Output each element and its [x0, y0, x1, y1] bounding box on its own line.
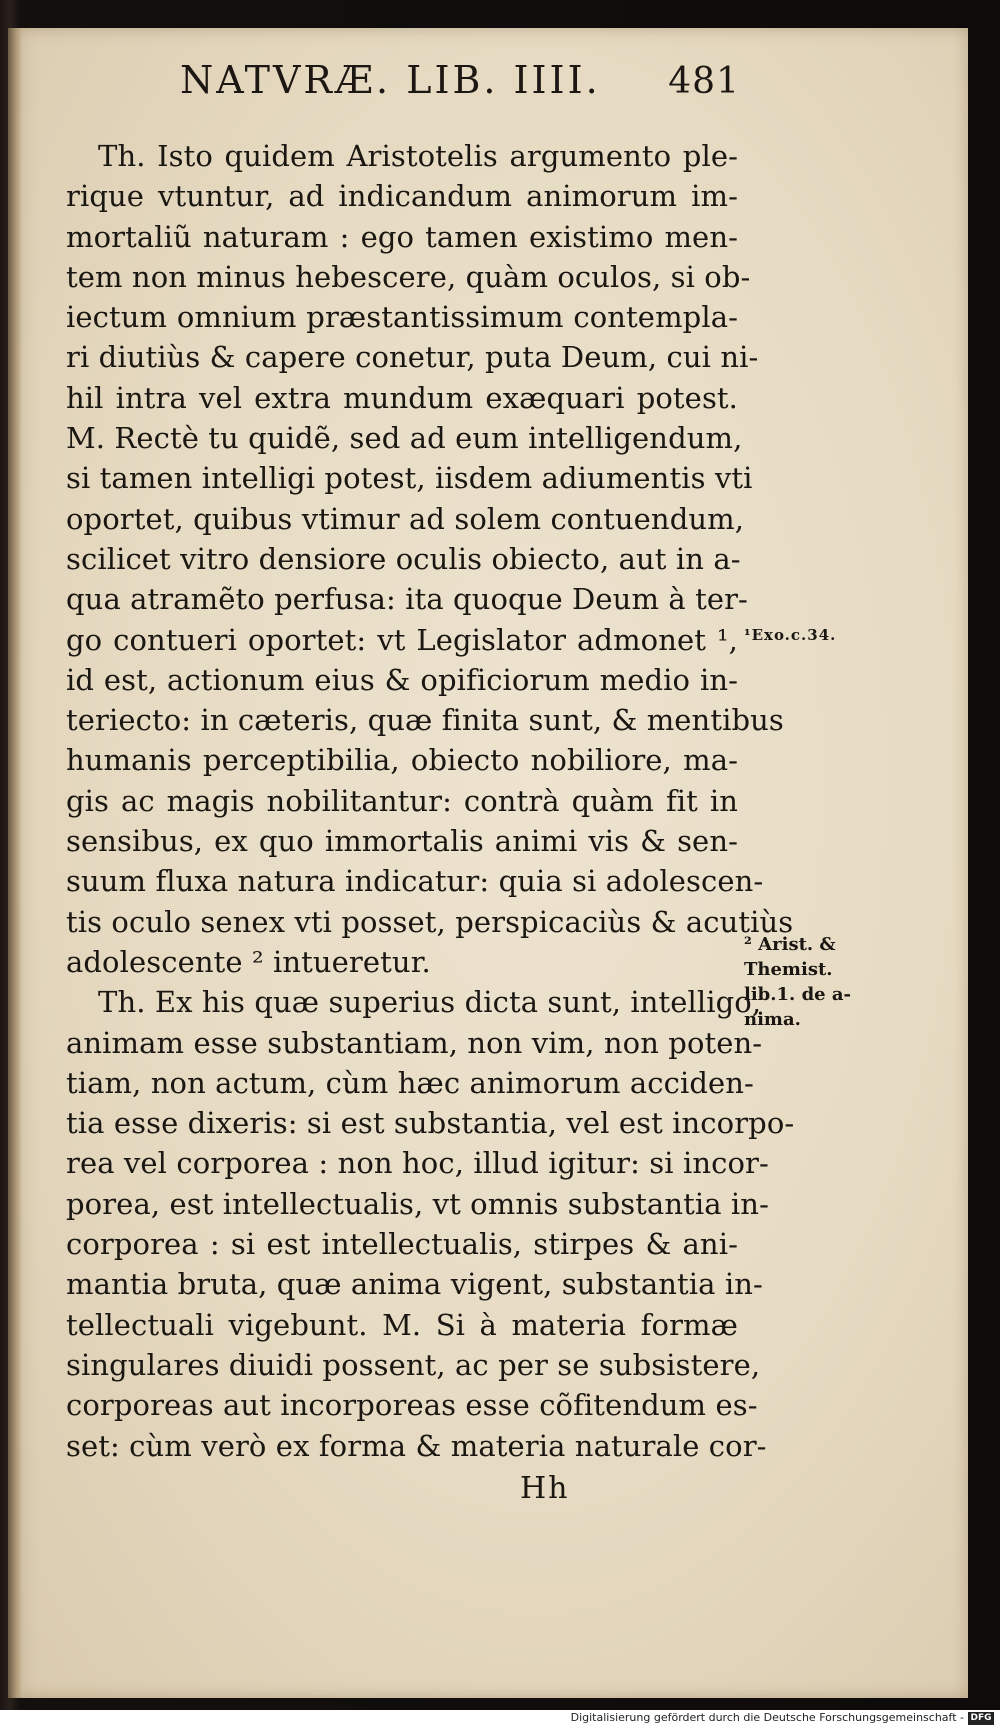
text-line: tia esse dixeris: si est substantia, vel est incorpo- — [66, 1106, 795, 1141]
text-line: mortaliũ naturam : ego tamen existimo men- — [66, 219, 738, 254]
text-line: ri diutiùs & capere conetur, puta Deum, cui ni- — [66, 340, 759, 375]
text-line: set: cùm verò ex forma & materia naturale cor- — [66, 1428, 767, 1463]
text-line: Th. Ex his quæ superius dicta sunt, intelligo, — [98, 985, 762, 1020]
text-line: teriecto: in cæteris, quæ finita sunt, & mentibus — [66, 703, 784, 738]
footer-credit: Digitalisierung gefördert durch die Deutsche Forschungsgemeinschaft - — [570, 1711, 964, 1724]
text-line: scilicet vitro densiore oculis obiecto, aut in a- — [66, 541, 741, 576]
page-number: 481 — [668, 61, 740, 102]
page-gutter-edge — [8, 28, 22, 1698]
text-line: corporea : si est intellectualis, stirpes & ani- — [66, 1227, 738, 1262]
running-header — [180, 58, 740, 108]
text-line: iectum omnium præstantissimum contempla- — [66, 300, 738, 335]
text-line: gis ac magis nobilitantur: contrà quàm fit in — [66, 783, 738, 818]
text-line: hil intra vel extra mundum exæquari potest. — [66, 380, 738, 415]
running-title: NATVRÆ. LIB. IIII. — [180, 58, 601, 102]
text-line: adolescente ² intueretur. — [66, 944, 431, 979]
text-line: id est, actionum eius & opificiorum medio in- — [66, 662, 738, 697]
text-line: Th. Isto quidem Aristotelis argumento ple- — [98, 139, 738, 173]
text-line: humanis perceptibilia, obiecto nobiliore, ma- — [66, 743, 738, 778]
text-line: porea, est intellectualis, vt omnis substantia in- — [66, 1186, 769, 1221]
text-line: suum fluxa natura indicatur: quia si adolescen- — [66, 864, 764, 899]
text-line: rea vel corporea : non hoc, illud igitur: si incor- — [66, 1146, 769, 1181]
text-line: qua atramẽto perfusa: ita quoque Deum à ter- — [66, 582, 748, 617]
text-line: tiam, non actum, cùm hæc animorum acciden- — [66, 1065, 754, 1100]
margin-note-aristotle: ² Arist. & Themist. lib.1. de a- nima. — [744, 934, 852, 1030]
signature-mark: Hh — [520, 1471, 570, 1506]
text-line: singulares diuidi possent, ac per se subsistere, — [66, 1347, 761, 1382]
margin-note-exodus: ¹Exo.c.34. — [744, 626, 837, 644]
text-line: oportet, quibus vtimur ad solem contuendum, — [66, 501, 745, 536]
text-line: M. Rectè tu quidẽ, sed ad eum intelligendum, — [66, 421, 743, 456]
text-line: si tamen intelligi potest, iisdem adiumentis vti — [66, 461, 753, 496]
text-line: tem non minus hebescere, quàm oculos, si ob- — [66, 259, 751, 294]
text-line: rique vtuntur, ad indicandum animorum im- — [66, 179, 738, 214]
text-line: corporeas aut incorporeas esse cõfitendum es- — [66, 1388, 758, 1423]
text-line: mantia bruta, quæ anima vigent, substantia in- — [66, 1267, 763, 1302]
text-line: sensibus, ex quo immortalis animi vis & sen- — [66, 824, 738, 859]
text-line: tellectuali vigebunt. M. Si à materia formæ — [66, 1307, 738, 1342]
text-line: animam esse substantiam, non vim, non poten- — [66, 1025, 763, 1060]
text-line: tis oculo senex vti posset, perspicaciùs & acutiùs — [66, 904, 794, 939]
dfg-logo: DFG — [968, 1712, 994, 1725]
text-line: go contueri oportet: vt Legislator admonet ¹, — [66, 622, 738, 657]
